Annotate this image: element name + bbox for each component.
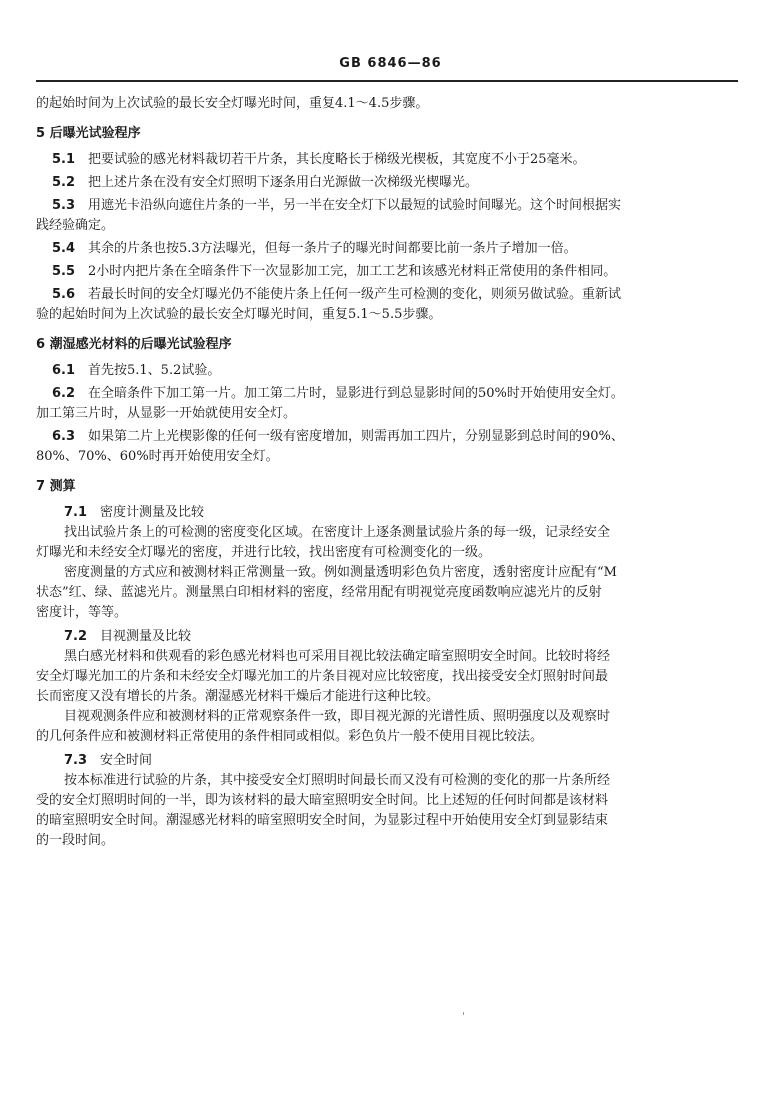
clause-6-2 bbox=[36, 384, 736, 424]
clause-number: 5.1 bbox=[52, 152, 76, 167]
scan-speck bbox=[463, 1012, 464, 1015]
clause-number: 6.3 bbox=[52, 429, 76, 444]
clause-text: 用遮光卡沿纵向遮住片条的一半，另一半在安全灯下以最短的试验时间曝光。这个时间根据实 bbox=[88, 198, 622, 213]
paragraph-line: 长而密度又没有增长的片条。潮湿感光材料干燥后才能进行这种比较。 bbox=[36, 689, 440, 704]
clause-6-1 bbox=[36, 361, 736, 381]
clause-number: 6.1 bbox=[52, 363, 76, 378]
paragraph-line: 的一段时间。 bbox=[36, 833, 115, 848]
paragraph-line: 的暗室照明安全时间。潮湿感光材料的暗室照明安全时间，为显影过程中开始使用安全灯到显影结束 bbox=[36, 813, 609, 828]
section-6-heading: 6 潮湿感光材料的后曝光试验程序 bbox=[36, 337, 232, 352]
paragraph-line: 安全灯曝光加工的片条和未经安全灯曝光加工的片条目视对应比较密度，找出接受安全灯照射时间最 bbox=[36, 669, 609, 684]
paragraph-line: 按本标准进行试验的片条，其中接受安全灯照明时间最长而又没有可检测的变化的那一片条所经 bbox=[64, 773, 611, 788]
clause-5-4 bbox=[36, 239, 736, 259]
document-body bbox=[36, 94, 736, 851]
clause-text: 在全暗条件下加工第一片。加工第二片时，显影进行到总显影时间的50%时开始使用安全灯。 bbox=[88, 386, 624, 401]
clause-text: 若最长时间的安全灯曝光仍不能使片条上任何一级产生可检测的变化，则须另做试验。重新试 bbox=[88, 287, 622, 302]
clause-text-continued: 验的起始时间为上次试验的最长安全灯曝光时间，重复5.1～5.5步骤。 bbox=[36, 307, 442, 322]
paragraph-line: 密度测量的方式应和被测材料正常测量一致。例如测量透明彩色负片密度，透射密度计应配有“M bbox=[64, 565, 617, 580]
paragraph-line: 灯曝光和未经安全灯曝光的密度，并进行比较，找出密度有可检测变化的一级。 bbox=[36, 545, 492, 560]
clause-text: 如果第二片上光楔影像的任何一级有密度增加，则需再加工四片，分别显影到总时间的90%、 bbox=[88, 429, 624, 444]
page-header: GB 6846—86 bbox=[339, 56, 442, 71]
lead-paragraph: 的起始时间为上次试验的最长安全灯曝光时间，重复4.1～4.5步骤。 bbox=[36, 96, 429, 111]
subsection-7-3 bbox=[36, 751, 736, 851]
clause-5-3 bbox=[36, 196, 736, 236]
section-7-heading: 7 测算 bbox=[36, 479, 76, 494]
subsection-title: 密度计测量及比较 bbox=[100, 505, 205, 520]
subsection-7-1 bbox=[36, 503, 736, 623]
subsection-number: 7.3 bbox=[64, 753, 88, 768]
clause-text: 其余的片条也按5.3方法曝光，但每一条片子的曝光时间都要比前一条片子增加一倍。 bbox=[88, 241, 577, 256]
clause-5-5 bbox=[36, 262, 736, 282]
paragraph-line: 找出试验片条上的可检测的密度变化区域。在密度计上逐条测量试验片条的每一级，记录经安全 bbox=[64, 525, 611, 540]
clause-text: 首先按5.1、5.2试验。 bbox=[88, 363, 221, 378]
paragraph-line: 目视观测条件应和被测材料的正常观察条件一致，即目视光源的光谱性质、照明强度以及观察时 bbox=[64, 709, 611, 724]
paragraph-line: 的几何条件应和被测材料正常使用的条件相同或相似。彩色负片一般不使用目视比较法。 bbox=[36, 729, 544, 744]
clause-6-3 bbox=[36, 427, 736, 467]
paragraph-line: 黑白感光材料和供观看的彩色感光材料也可采用目视比较法确定暗室照明安全时间。比较时将经 bbox=[64, 649, 611, 664]
clause-number: 6.2 bbox=[52, 386, 76, 401]
clause-text-continued: 加工第三片时，从显影一开始就使用安全灯。 bbox=[36, 406, 297, 421]
clause-5-2 bbox=[36, 173, 736, 193]
clause-text: 2小时内把片条在全暗条件下一次显影加工完，加工工艺和该感光材料正常使用的条件相同。 bbox=[88, 264, 617, 279]
clause-text-continued: 80%、70%、60%时再开始使用安全灯。 bbox=[36, 449, 279, 464]
clause-5-6 bbox=[36, 285, 736, 325]
paragraph-line: 状态”红、绿、蓝滤光片。测量黑白印相材料的密度，经常用配有明视觉亮度函数响应滤光片的反射 bbox=[36, 585, 602, 600]
clause-number: 5.3 bbox=[52, 198, 76, 213]
clause-number: 5.2 bbox=[52, 175, 76, 190]
clause-5-1 bbox=[36, 150, 736, 170]
subsection-title: 目视测量及比较 bbox=[100, 629, 192, 644]
subsection-number: 7.2 bbox=[64, 629, 88, 644]
section-5-heading: 5 后曝光试验程序 bbox=[36, 126, 141, 141]
clause-text: 把要试验的感光材料裁切若干片条，其长度略长于梯级光楔板，其宽度不小于25毫米。 bbox=[88, 152, 586, 167]
clause-text-continued: 践经验确定。 bbox=[36, 218, 115, 233]
subsection-7-2 bbox=[36, 627, 736, 747]
header-rule bbox=[36, 80, 738, 82]
paragraph-line: 密度计，等等。 bbox=[36, 605, 128, 620]
clause-number: 5.5 bbox=[52, 264, 76, 279]
subsection-title: 安全时间 bbox=[100, 753, 153, 768]
clause-number: 5.6 bbox=[52, 287, 76, 302]
clause-text: 把上述片条在没有安全灯照明下逐条用白光源做一次梯级光楔曝光。 bbox=[88, 175, 479, 190]
clause-number: 5.4 bbox=[52, 241, 76, 256]
paragraph-line: 受的安全灯照明时间的一半，即为该材料的最大暗室照明安全时间。比上述短的任何时间都是该材料 bbox=[36, 793, 609, 808]
subsection-number: 7.1 bbox=[64, 505, 88, 520]
